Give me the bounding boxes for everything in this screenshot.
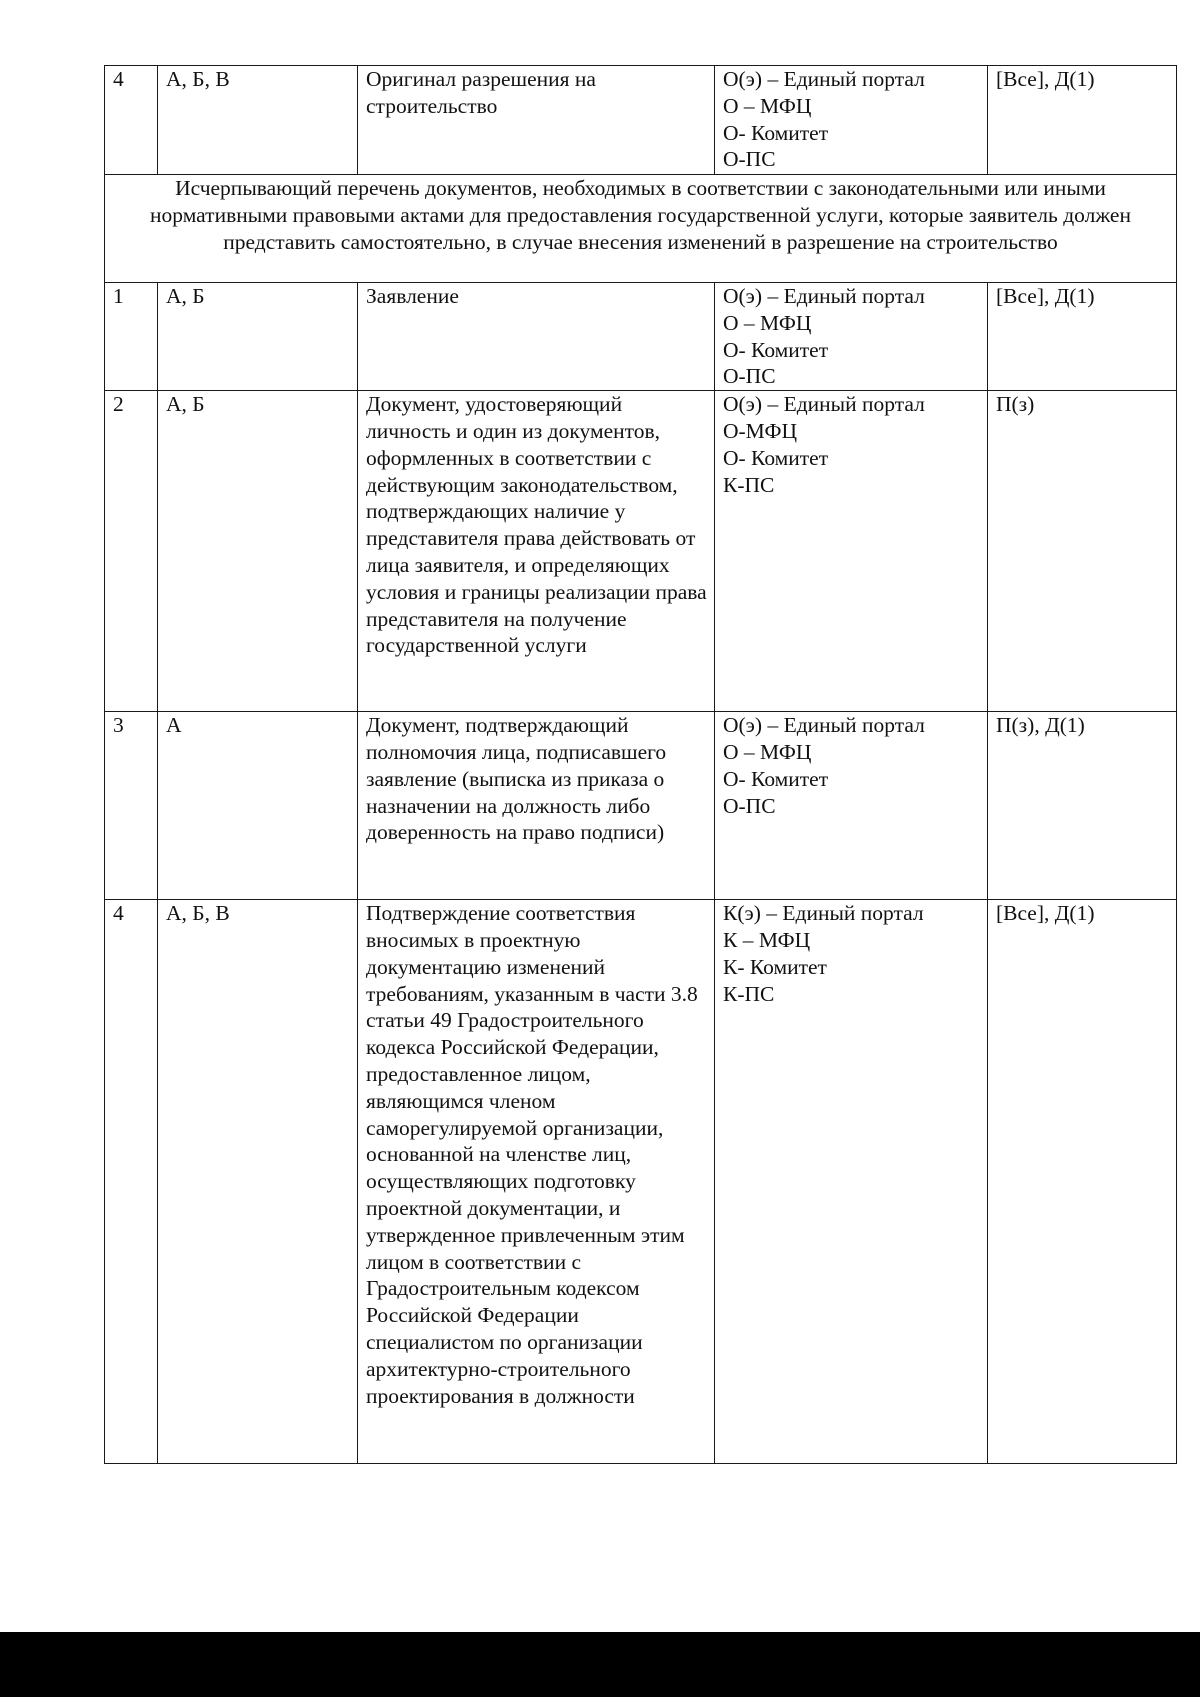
row-number: 4 xyxy=(105,66,158,175)
applicant-categories: А, Б, В xyxy=(158,66,358,175)
document-requirements: [Все], Д(1) xyxy=(988,283,1177,391)
table-row xyxy=(105,66,1177,175)
document-requirements: [Все], Д(1) xyxy=(988,900,1177,1464)
scan-border-band xyxy=(0,1632,1200,1697)
table-row xyxy=(105,712,1177,900)
row-number: 2 xyxy=(105,391,158,712)
document-name: Подтверждение соответствия вносимых в проектную документацию изменений требованиям, указанным в части 3.8 статьи 49 Градостроительного кодекса Российской Федерации, предоставленное лицом, являющимся членом саморегулируемой организации, основанной на членстве лиц, осуществляющих подготовку проектной документации, и утвержденное привлеченным этим лицом в соответствии с Градостроительным кодексом Российской Федерации специалистом по организации архитектурно-строительного проектирования в должности xyxy=(358,900,715,1464)
submission-channels: О(э) – Единый портал О – МФЦ О- Комитет О-ПС xyxy=(715,283,988,391)
submission-channels: О(э) – Единый портал О – МФЦ О- Комитет О-ПС xyxy=(715,66,988,175)
document-requirements: П(з), Д(1) xyxy=(988,712,1177,900)
document-requirements: [Все], Д(1) xyxy=(988,66,1177,175)
row-number: 4 xyxy=(105,900,158,1464)
section-heading: Исчерпывающий перечень документов, необходимых в соответствии с законодательными или иными нормативными правовыми актами для предоставления государственной услуги, которые заявитель должен представить самостоятельно, в случае внесения изменений в разрешение на строительство xyxy=(105,175,1177,283)
submission-channels: О(э) – Единый портал О – МФЦ О- Комитет О-ПС xyxy=(715,712,988,900)
applicant-categories: А, Б xyxy=(158,283,358,391)
applicant-categories: А xyxy=(158,712,358,900)
section-heading-row xyxy=(105,175,1177,283)
applicant-categories: А, Б xyxy=(158,391,358,712)
document-requirements: П(з) xyxy=(988,391,1177,712)
table-row xyxy=(105,391,1177,712)
document-name: Оригинал разрешения на строительство xyxy=(358,66,715,175)
table-row xyxy=(105,900,1177,1464)
submission-channels: К(э) – Единый портал К – МФЦ К- Комитет К-ПС xyxy=(715,900,988,1464)
row-number: 3 xyxy=(105,712,158,900)
document-name: Заявление xyxy=(358,283,715,391)
document-name: Документ, подтверждающий полномочия лица, подписавшего заявление (выписка из приказа о назначении на должность либо доверенность на право подписи) xyxy=(358,712,715,900)
documents-table xyxy=(104,65,1177,1464)
submission-channels: О(э) – Единый портал О-МФЦ О- Комитет К-ПС xyxy=(715,391,988,712)
applicant-categories: А, Б, В xyxy=(158,900,358,1464)
document-name: Документ, удостоверяющий личность и один из документов, оформленных в соответствии с действующим законодательством, подтверждающих наличие у представителя права действовать от лица заявителя, и определяющих условия и границы реализации права представителя на получение государственной услуги xyxy=(358,391,715,712)
table-row xyxy=(105,283,1177,391)
row-number: 1 xyxy=(105,283,158,391)
